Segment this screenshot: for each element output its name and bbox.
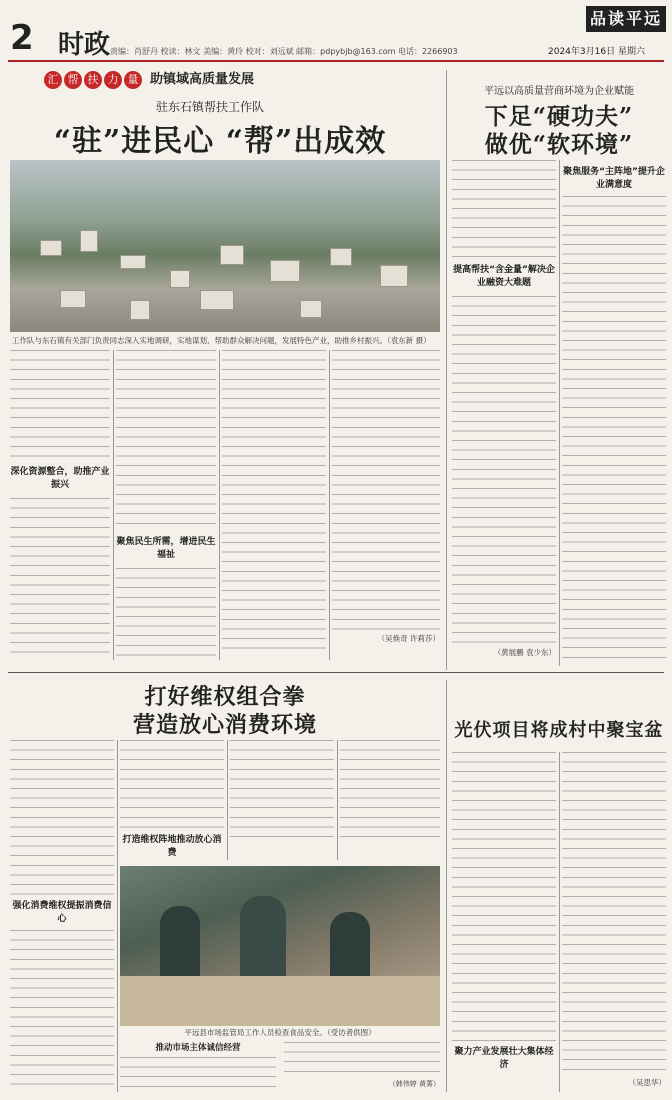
left-byline: （吴焕奇 许莉莎） (377, 634, 440, 643)
staff-line: 责编：肖舒丹 校读：林文 美编：黄玲 校对：刘远斌 邮箱：pdpybjb@163.com 电话：2266903 (110, 47, 458, 56)
consumer-body-col-2 (120, 740, 224, 860)
tag-char: 力 (104, 71, 122, 89)
left-body-col-2 (116, 350, 216, 660)
masthead (0, 0, 672, 64)
right-body-col-1a (452, 160, 556, 260)
column-rule (337, 740, 338, 860)
right-subhead-2: 提高帮扶“含金量”解决企业融资大难题 (453, 265, 555, 288)
consumer-byline: （韩伟婷 黄菁） (388, 1080, 440, 1088)
left-subhead-2: 聚焦民生所需，增进民生福祉 (116, 537, 216, 560)
section-name: 时政 (58, 30, 111, 60)
paper-logo: 品读平远 (586, 6, 666, 32)
left-subhead-1: 深化资源整合，助推产业振兴 (10, 467, 110, 490)
column-rule (227, 740, 228, 860)
section-rule (8, 672, 664, 673)
column-rule (117, 740, 118, 1092)
consumer-body-col-6 (284, 1042, 440, 1092)
column-rule (329, 350, 330, 660)
column-rule (559, 160, 560, 666)
masthead-rule (8, 60, 664, 62)
section-divider (446, 680, 447, 1092)
solar-body-col-2 (562, 752, 666, 1092)
column-rule (559, 752, 560, 1092)
right-body-col-1b (452, 296, 556, 666)
right-subhead-1: 聚焦服务“主阵地”提升企业满意度 (563, 167, 665, 190)
consumer-photo-caption: 平远县市场监管局工作人员检查食品安全。（受访者供图） (184, 1028, 376, 1037)
column-rule (219, 350, 220, 660)
solar-headline: 光伏项目将成村中聚宝盆 (454, 720, 664, 741)
consumer-subhead-2: 打造维权阵地推动放心消费 (122, 835, 222, 858)
right-body-col-2 (562, 196, 666, 666)
issue-date: 2024年3月16日 星期六 (548, 47, 645, 57)
right-headline-2: 做优“软环境” (484, 131, 634, 158)
column-tag (44, 68, 254, 89)
solar-body-col-1 (452, 752, 556, 1042)
consumer-body-col-4 (340, 740, 440, 860)
inspection-photo (120, 866, 440, 1026)
column-rule (113, 350, 114, 660)
left-kicker: 驻东石镇帮扶工作队 (155, 100, 264, 114)
solar-subhead: 聚力产业发展壮大集体经济 (454, 1047, 554, 1070)
consumer-body-col-1 (10, 740, 114, 1092)
tag-char: 量 (124, 71, 142, 89)
tag-char: 汇 (44, 71, 62, 89)
left-photo-caption: 工作队与东石镇有关部门负责同志深入实地调研，实地谋划，帮助群众解决问题，发展特色产业，助推乡村振兴。（袁东新 摄） (12, 336, 431, 345)
page-number: 2 (10, 18, 36, 58)
left-body-col-3 (222, 350, 326, 660)
consumer-headline-1: 打好维权组合拳 (144, 684, 306, 710)
consumer-body-col-5 (120, 1042, 276, 1092)
consumer-subhead-1: 强化消费维权提振消费信心 (12, 901, 112, 924)
section-divider (446, 70, 447, 670)
town-aerial-photo (10, 160, 440, 332)
left-headline: “驻”进民心 “帮”出成效 (53, 124, 387, 159)
consumer-subhead-3: 推动市场主体诚信经营 (155, 1043, 241, 1053)
solar-byline: （吴思华） (628, 1078, 666, 1087)
right-kicker: 平远以高质量营商环境为企业赋能 (484, 86, 634, 97)
tag-char: 扶 (84, 71, 102, 89)
consumer-body-col-3 (230, 740, 334, 860)
consumer-headline-2: 营造放心消费环境 (132, 712, 317, 738)
right-headline-1: 下足“硬功夫” (484, 103, 634, 130)
column-title: 助镇域高质量发展 (150, 72, 255, 87)
tag-char: 帮 (64, 71, 82, 89)
left-body-col-1 (10, 350, 110, 660)
left-body-col-4 (332, 350, 440, 660)
right-byline: （黄展鹏 袁少东） (493, 648, 556, 657)
